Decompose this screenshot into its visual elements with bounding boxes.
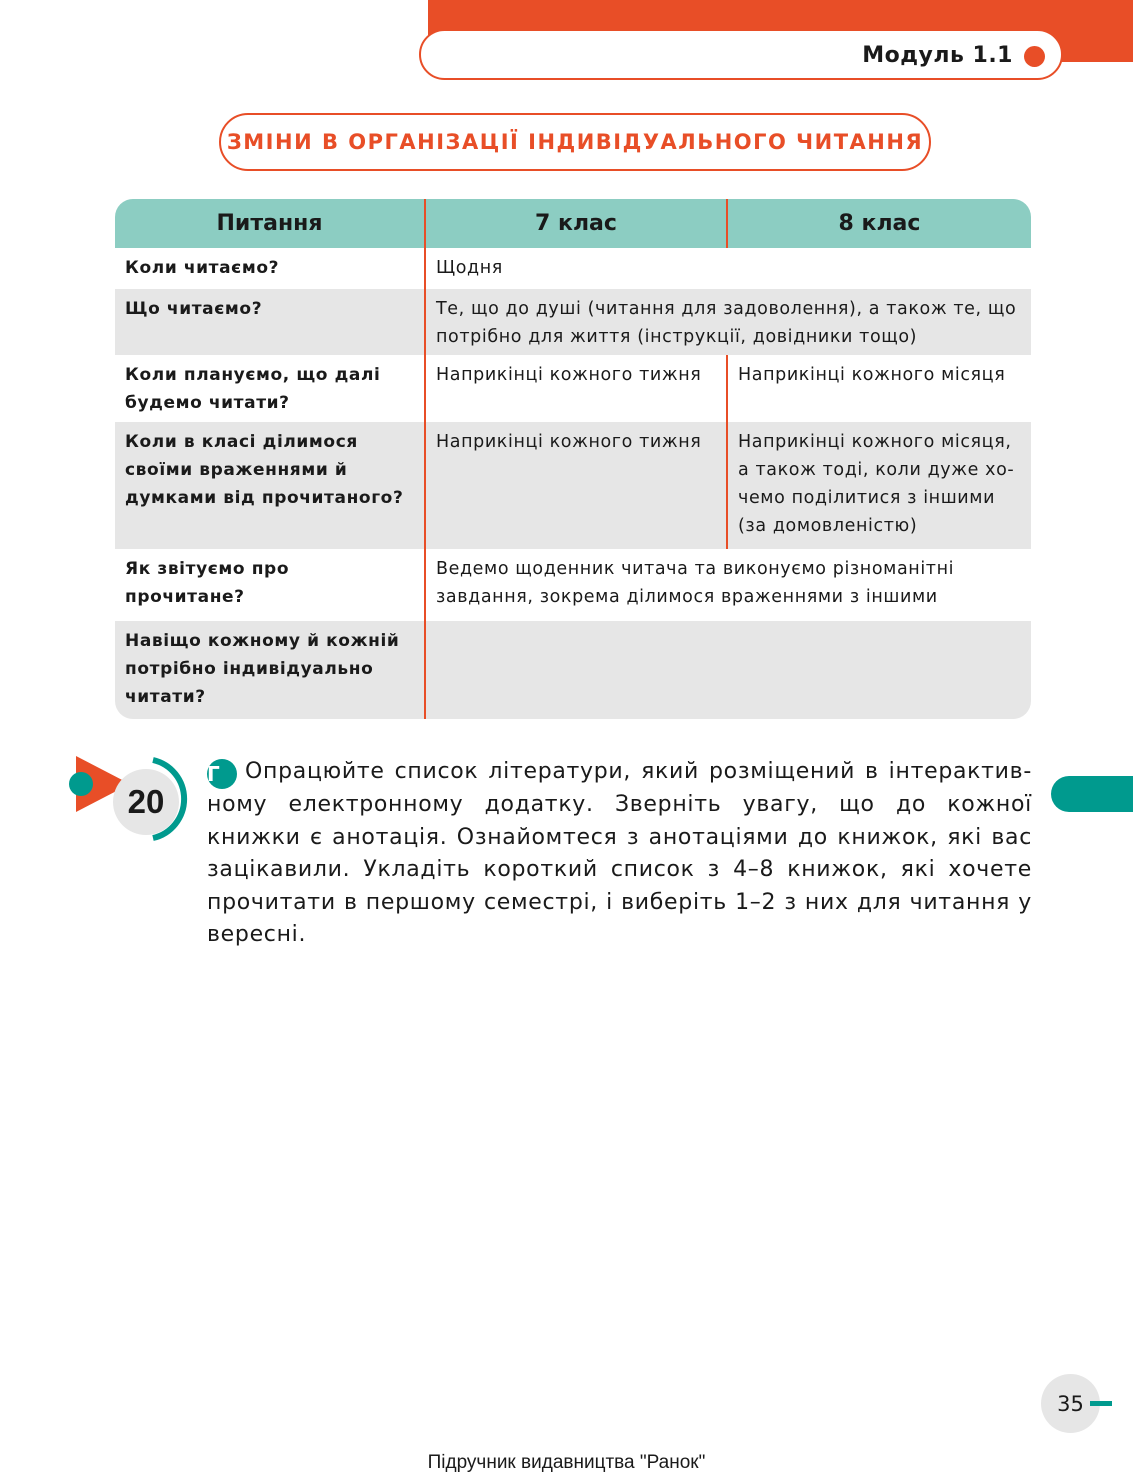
- task-number: 20: [113, 769, 179, 835]
- row-question: Коли плануємо, що далі будемо читати?: [115, 355, 425, 422]
- row-question: Навіщо кожному й кожній потрібно індивідуально читати?: [115, 621, 425, 719]
- task-badge: [68, 752, 198, 844]
- row-answer-grade-7: Наприкінці кожного тижня: [425, 422, 727, 549]
- table-row: [115, 621, 1031, 719]
- row-answer: Ведемо щоденник читача та виконуємо різноманітні завдання, зокрема ділимося враженнями з іншими: [425, 549, 1031, 621]
- module-badge: [419, 29, 1063, 80]
- header-grade-7: 7 клас: [425, 199, 727, 248]
- table-header-row: [115, 199, 1031, 248]
- section-title-box: [219, 113, 931, 171]
- group-task-icon: Г: [207, 759, 237, 789]
- task-text: Опрацюйте список літератури, який розміщений в інтерактив-ному електронному додатку. Зверніть увагу, що до кожної книжки є анотація. Ознайомтеся з анотаціями до книжок, які вас зацікавили. Укладіть короткий список з 4–8 книжок, які хочете прочитати в першому семестрі, і виберіть 1–2 з них для читання у вересні.: [207, 759, 1032, 947]
- row-answer-grade-7: Наприкінці кожного тижня: [425, 355, 727, 422]
- reading-table-grid: [115, 199, 1031, 719]
- row-question: Як звітуємо про прочитане?: [115, 549, 425, 621]
- reading-table: [115, 199, 1031, 719]
- module-dot-icon: [1024, 46, 1045, 67]
- section-title: ЗМІНИ В ОРГАНІЗАЦІЇ ІНДИВІДУАЛЬНОГО ЧИТАННЯ: [226, 130, 924, 154]
- row-question: Коли читаємо?: [115, 248, 425, 289]
- table-row: [115, 248, 1031, 289]
- row-answer-grade-8: Наприкінці кожного місяця, а також тоді, коли дуже хо-чемо поділитися з іншими (за домовленістю): [727, 422, 1031, 549]
- row-answer: [425, 621, 1031, 719]
- side-tab: [1051, 776, 1133, 812]
- page-dash: [1090, 1401, 1112, 1406]
- table-row: [115, 422, 1031, 549]
- row-question: Коли в класі ділимося своїми враженнями й думками від прочитаного?: [115, 422, 425, 549]
- task-body: [207, 756, 1032, 952]
- row-answer-grade-8: Наприкінці кожного місяця: [727, 355, 1031, 422]
- page-number: 35: [1041, 1374, 1100, 1433]
- row-answer: Те, що до душі (читання для задоволення), а також те, що потрібно для життя (інструкції, довідники тощо): [425, 289, 1031, 355]
- header-grade-8: 8 клас: [727, 199, 1031, 248]
- table-row: [115, 289, 1031, 355]
- row-answer: Щодня: [425, 248, 1031, 289]
- table-row: [115, 549, 1031, 621]
- module-label: Модуль 1.1: [862, 43, 1013, 68]
- row-question: Що читаємо?: [115, 289, 425, 355]
- header-question: Питання: [115, 199, 425, 248]
- table-row: [115, 355, 1031, 422]
- footer-publisher: Підручник видавництва "Ранок": [427, 1452, 706, 1473]
